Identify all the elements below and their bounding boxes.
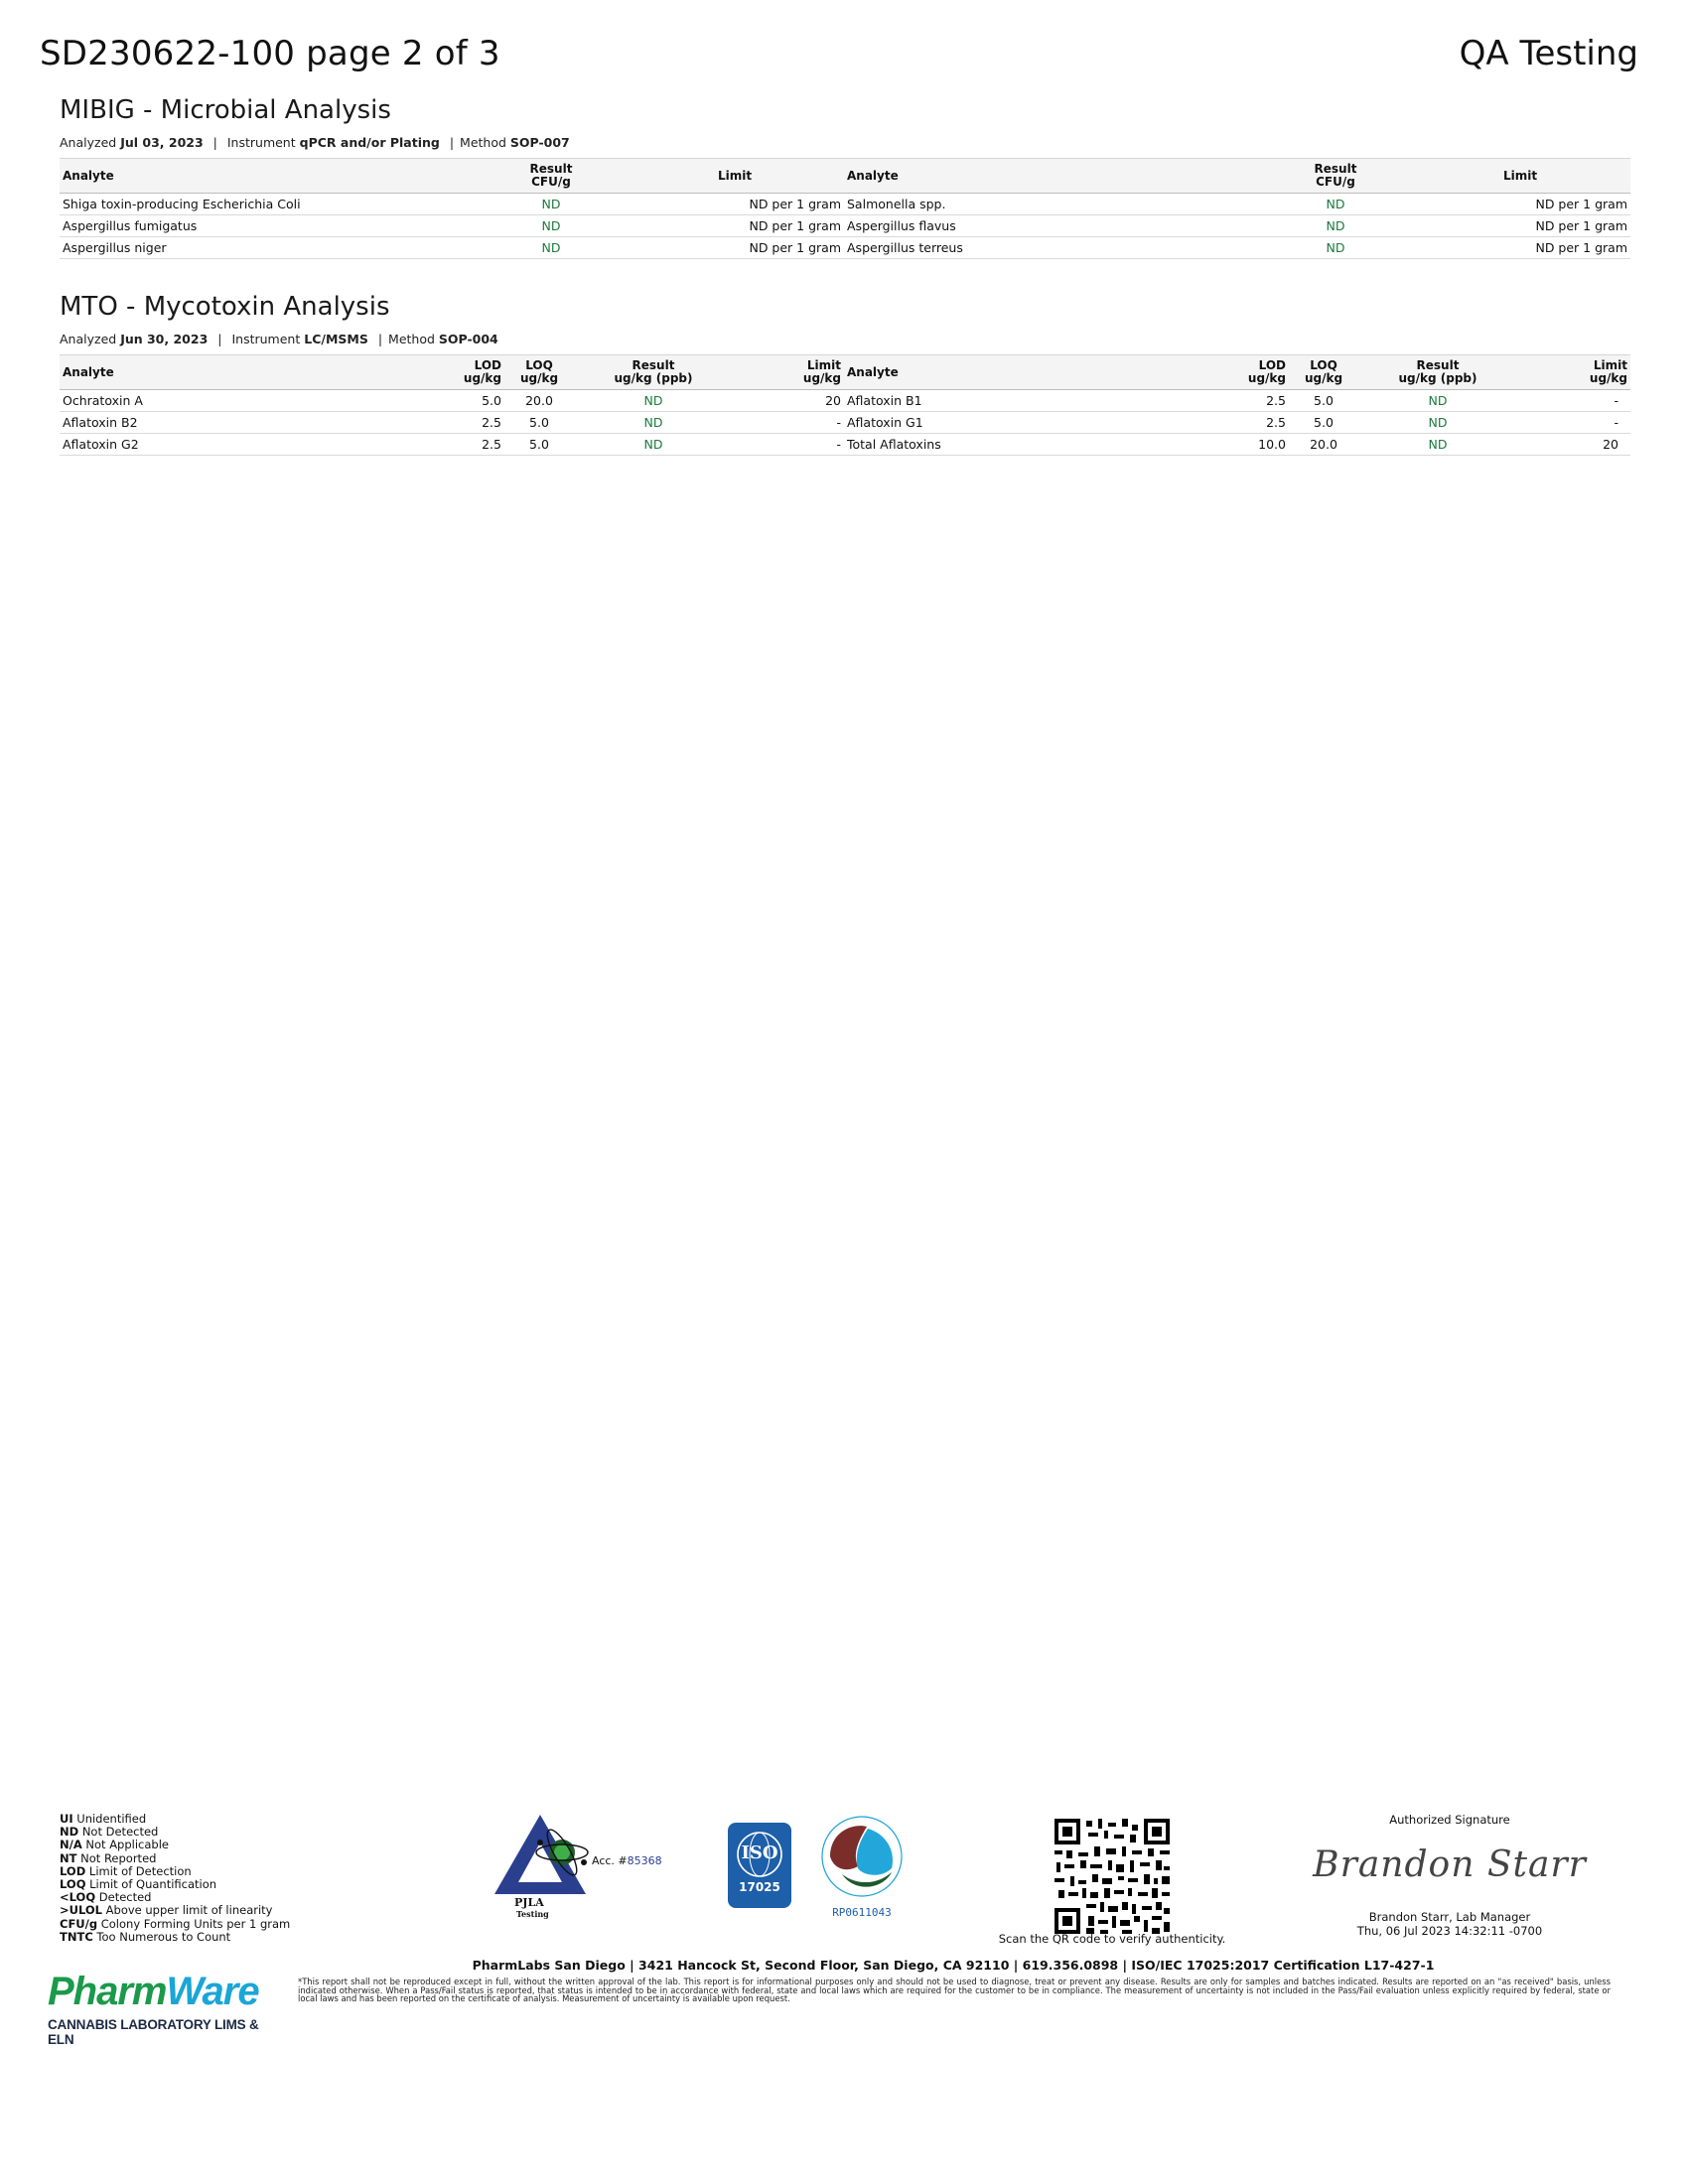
analyte-name: Aflatoxin G1 [844,412,1241,434]
limit-value: 20 [733,390,844,412]
qr-code [1053,1817,1172,1936]
result-value: ND [1358,390,1517,412]
analyte-name: Aflatoxin B2 [60,412,457,434]
iso-number: 17025 [739,1880,780,1894]
signatory-name: Brandon Starr, Lab Manager [1368,1910,1531,1924]
col-lod: LOD ug/kg [457,355,504,390]
col-lod-2: LOD ug/kg [1241,355,1289,390]
limit-value: - [1517,412,1630,434]
analyzed-date: Jul 03, 2023 [120,135,204,150]
dea-number: RP0611043 [832,1906,892,1919]
loq-value: 20.0 [1289,434,1358,456]
signature-block [1291,1813,1609,1938]
legend-item: >ULOL Above upper limit of linearity [60,1903,273,1918]
signature-script: Brandon Starr [1313,1844,1587,1885]
report-page-id: SD230622-100 page 2 of 3 [40,34,500,73]
analyzed-label: Analyzed [60,135,117,150]
col-loq: LOQ ug/kg [504,355,574,390]
legend-item: UI Unidentified [60,1812,147,1826]
analyzed-label: Analyzed [60,332,117,346]
analyte-name: Aflatoxin G2 [60,434,457,456]
loq-value: 5.0 [1289,390,1358,412]
qr-code-icon [1053,1817,1172,1936]
lod-value: 2.5 [457,434,504,456]
method-label: Method [460,135,506,150]
col-limit-2: Limit ug/kg [1517,355,1630,390]
limit-value: - [733,412,844,434]
col-analyte-2: Analyte [844,355,1241,390]
lod-value: 2.5 [457,412,504,434]
pharmware-logo [44,1970,272,2047]
table-row [60,434,1630,456]
analyte-name: Aspergillus niger [60,237,477,259]
limit-value: - [1517,390,1630,412]
pjla-sub: Testing [516,1909,549,1919]
analyte-name: Aspergillus flavus [844,215,1261,237]
limit-value: ND per 1 gram [626,215,844,237]
lod-value: 5.0 [457,390,504,412]
mycotoxin-title: MTO - Mycotoxin Analysis [60,292,390,322]
lab-brand-title: QA Testing [1459,34,1638,73]
loq-value: 20.0 [504,390,574,412]
method-value: SOP-007 [509,135,570,150]
instrument-label: Instrument [231,332,301,346]
col-analyte: Analyte [60,355,457,390]
limit-value: ND per 1 gram [1410,194,1630,215]
instrument-value: qPCR and/or Plating [299,135,440,150]
analyte-name: Salmonella spp. [844,194,1261,215]
pharmware-tagline: CANNABIS LABORATORY LIMS & ELN [48,2017,259,2047]
pjla-logo [492,1813,681,1922]
col-result-2: Result CFU/g [1261,159,1410,194]
col-result: Result ug/kg (ppb) [574,355,733,390]
microbial-title: MIBIG - Microbial Analysis [60,95,391,125]
result-value: ND [1358,412,1517,434]
table-header-row [60,159,1630,194]
abbreviation-legend [60,1813,290,1944]
lod-value: 2.5 [1241,390,1289,412]
analyzed-date: Jun 30, 2023 [120,332,209,346]
mycotoxin-section [60,292,1630,456]
limit-value: ND per 1 gram [626,237,844,259]
result-value: ND [1261,215,1410,237]
microbial-meta: Analyzed Jul 03, 2023 | Instrument qPCR and/or Plating | Method SOP-007 [60,135,570,150]
result-value: ND [574,390,733,412]
signature-label: Authorized Signature [1389,1813,1510,1827]
col-analyte-2: Analyte [844,159,1261,194]
legend-item: N/A Not Applicable [60,1838,169,1852]
lab-address: PharmLabs San Diego | 3421 Hancock St, Second Floor, San Diego, CA 92110 | 619.356.0898 | ISO/IEC 17025:2017 Certification L17-427-1 [472,1958,1435,1973]
analyte-name: Shiga toxin-producing Escherichia Coli [60,194,477,215]
col-limit: Limit [626,159,844,194]
analyte-name: Aspergillus terreus [844,237,1261,259]
result-value: ND [477,215,626,237]
limit-value: ND per 1 gram [626,194,844,215]
result-value: ND [477,237,626,259]
col-analyte: Analyte [60,159,477,194]
legend-item: CFU/g Colony Forming Units per 1 gram [60,1916,291,1931]
method-label: Method [388,332,435,346]
col-result-2: Result ug/kg (ppb) [1358,355,1517,390]
col-limit-2: Limit [1410,159,1630,194]
microbial-section [60,95,1630,259]
dea-seal [812,1813,912,1922]
table-header-row [60,355,1630,390]
result-value: ND [477,194,626,215]
loq-value: 5.0 [504,434,574,456]
analyte-name: Ochratoxin A [60,390,457,412]
instrument-value: LC/MSMS [304,332,368,346]
limit-value: - [733,434,844,456]
microbial-table [60,158,1630,259]
result-value: ND [1358,434,1517,456]
pjla-name: PJLA [514,1896,544,1909]
table-row [60,215,1630,237]
result-value: ND [1261,194,1410,215]
legend-item: LOD Limit of Detection [60,1863,192,1878]
analyte-name: Total Aflatoxins [844,434,1241,456]
result-value: ND [574,434,733,456]
qr-caption: Scan the QR code to verify authenticity. [998,1932,1226,1946]
dea-seal-icon [812,1813,912,1902]
signature-date: Thu, 06 Jul 2023 14:32:11 -0700 [1356,1924,1543,1938]
legend-item: ND Not Detected [60,1825,159,1840]
iso-badge [728,1823,791,1908]
disclaimer-text: *This report shall not be reproduced except in full, without the written approval of the lab. This report is for informational purposes only and should not be used to diagnose, treat or prevent any disease. Results are only for samples and batches indicated. Results are reported on an "as received" basis, unless indicated otherwise. When a Pass/Fail status is reported, that status is intended to be in accordance with federal, state and local laws which are required for the customer to be in compliance. The measurement of uncertainty is not included in the Pass/Fail evaluation unless explicitly required by federal, state or local laws and has been reported on the certificate of analysis. Measurement of uncertainty is available upon request. [298,1977,1611,2004]
col-limit: Limit ug/kg [733,355,844,390]
instrument-label: Instrument [226,135,296,150]
loq-value: 5.0 [1289,412,1358,434]
pharmware-wordmark: PharmWare [48,1970,259,2013]
method-value: SOP-004 [438,332,498,346]
result-value: ND [1261,237,1410,259]
legend-item: LOQ Limit of Quantification [60,1877,217,1892]
limit-value: ND per 1 gram [1410,215,1630,237]
mycotoxin-meta: Analyzed Jun 30, 2023 | Instrument LC/MSMS | Method SOP-004 [60,332,498,346]
legend-item: TNTC Too Numerous to Count [60,1929,231,1944]
legend-item: NT Not Reported [60,1850,157,1865]
table-row [60,390,1630,412]
legend-item: <LOQ Detected [60,1890,152,1905]
pjla-accreditation: Acc. #85368 [592,1854,662,1867]
page-header [40,34,1638,81]
col-loq-2: LOQ ug/kg [1289,355,1358,390]
limit-value: 20 [1517,434,1630,456]
mycotoxin-table [60,354,1630,456]
table-row [60,194,1630,215]
loq-value: 5.0 [504,412,574,434]
analyte-name: Aspergillus fumigatus [60,215,477,237]
limit-value: ND per 1 gram [1410,237,1630,259]
table-row [60,237,1630,259]
lod-value: 2.5 [1241,412,1289,434]
lod-value: 10.0 [1241,434,1289,456]
result-value: ND [574,412,733,434]
table-row [60,412,1630,434]
analyte-name: Aflatoxin B1 [844,390,1241,412]
iso-text: ISO [741,1843,778,1863]
col-result: Result CFU/g [477,159,626,194]
